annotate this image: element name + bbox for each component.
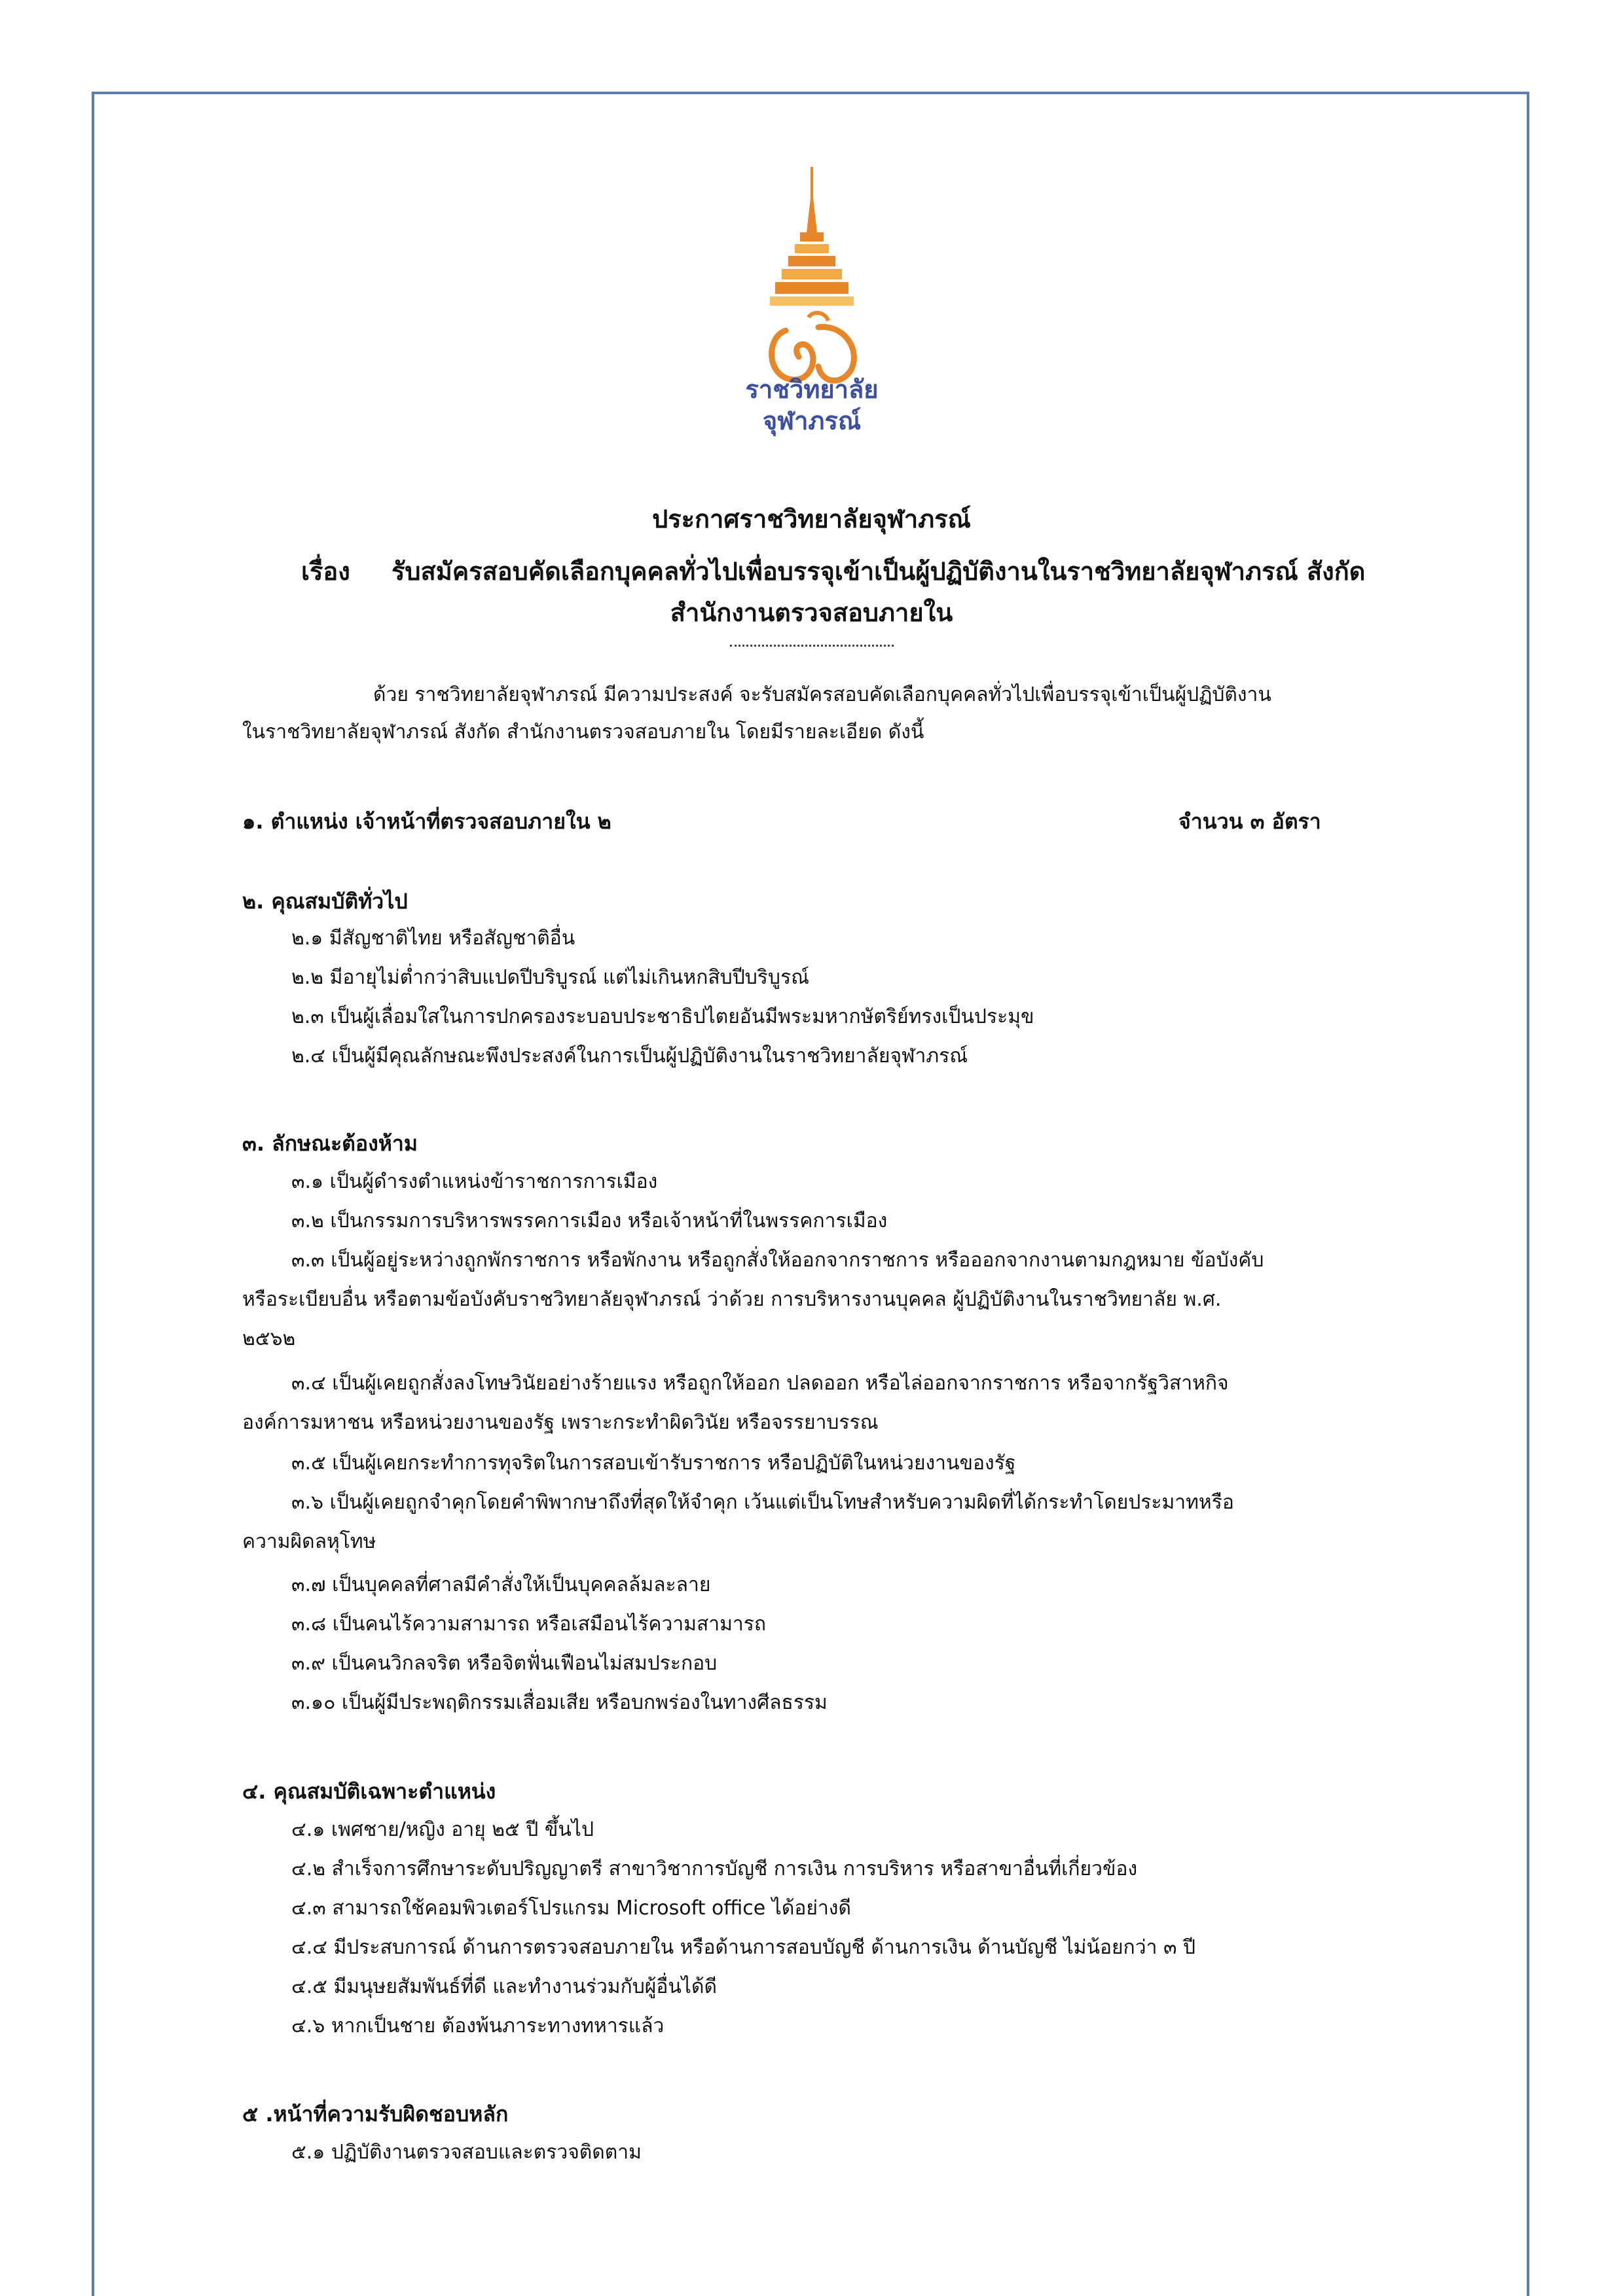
- list-item: ๒.๒ มีอายุไม่ต่ำกว่าสิบแปดปีบริบูรณ์ แต่ไม่เกินหกสิบปีบริบูรณ์: [291, 966, 809, 989]
- announcement-title: ประกาศราชวิทยาลัยจุฬาภรณ์: [652, 505, 971, 533]
- list-item: ๒.๓ เป็นผู้เลื่อมใสในการปกครองระบอบประชาธิปไตยอันมีพระมหากษัตริย์ทรงเป็นประมุข: [291, 1005, 1034, 1028]
- logo-text-line2: จุฬาภรณ์: [762, 406, 862, 435]
- list-item: ๓.๕ เป็นผู้เคยกระทำการทุจริตในการสอบเข้ารับราชการ หรือปฏิบัติในหน่วยงานของรัฐ: [291, 1452, 1016, 1475]
- list-item: ๔.๓ สามารถใช้คอมพิวเตอร์โปรแกรม Microsoft office ได้อย่างดี: [291, 1897, 851, 1920]
- section5-heading: ๕ .หน้าที่ความรับผิดชอบหลัก: [242, 2102, 509, 2126]
- section1-heading: ๑. ตำแหน่ง เจ้าหน้าที่ตรวจสอบภายใน ๒: [242, 809, 611, 834]
- subject-line1: รับสมัครสอบคัดเลือกบุคคลทั่วไปเพื่อบรรจุเข้าเป็นผู้ปฏิบัติงานในราชวิทยาลัยจุฬาภรณ์ สังกัด: [392, 557, 1366, 586]
- list-item: ๔.๒ สำเร็จการศึกษาระดับปริญญาตรี สาขาวิชาการบัญชี การเงิน การบริหาร หรือสาขาอื่นที่เกี่ยวข้อง: [291, 1857, 1138, 1880]
- list-item: ๒.๑ มีสัญชาติไทย หรือสัญชาติอื่น: [291, 927, 575, 950]
- list-item: ๓.๙ เป็นคนวิกลจริต หรือจิตฟั่นเฟือนไม่สมประกอบ: [291, 1652, 718, 1675]
- list-item-continuation: องค์การมหาชน หรือหน่วยงานของรัฐ เพราะกระทำผิดวินัย หรือจรรยาบรรณ: [242, 1411, 879, 1434]
- intro-line1: ด้วย ราชวิทยาลัยจุฬาภรณ์ มีความประสงค์ จะรับสมัครสอบคัดเลือกบุคคลทั่วไปเพื่อบรรจุเข้าเป็นผู้ปฏิบัติงาน: [373, 683, 1271, 706]
- list-item: ๔.๔ มีประสบการณ์ ด้านการตรวจสอบภายใน หรือด้านการสอบบัญชี ด้านการเงิน ด้านบัญชี ไม่น้อยกว่า ๓ ปี: [291, 1936, 1196, 1959]
- list-item: ๓.๘ เป็นคนไร้ความสามารถ หรือเสมือนไร้ความสามารถ: [291, 1613, 766, 1636]
- list-item: ๔.๖ หากเป็นชาย ต้องพ้นภาระทางทหารแล้ว: [291, 2015, 665, 2037]
- section2-heading: ๒. คุณสมบัติทั่วไป: [242, 889, 408, 914]
- subject-line2: สำนักงานตรวจสอบภายใน: [670, 598, 953, 627]
- list-item-continuation: หรือระเบียบอื่น หรือตามข้อบังคับราชวิทยาลัยจุฬาภรณ์ ว่าด้วย การบริหารงานบุคคล ผู้ปฏิบัติงานในราชวิทยาลัย พ.ศ.: [242, 1288, 1222, 1311]
- section1-count: จำนวน ๓ อัตรา: [1178, 809, 1321, 834]
- list-item: ๔.๕ มีมนุษยสัมพันธ์ที่ดี และทำงานร่วมกับผู้อื่นได้ดี: [291, 1975, 717, 1998]
- list-item: ๓.๖ เป็นผู้เคยถูกจำคุกโดยคำพิพากษาถึงที่สุดให้จำคุก เว้นแต่เป็นโทษสำหรับความผิดที่ได้กระทำโดยประมาทหรือ: [291, 1491, 1234, 1514]
- list-item: ๓.๗ เป็นบุคคลที่ศาลมีคำสั่งให้เป็นบุคคลล้มละลาย: [291, 1573, 711, 1596]
- list-item: ๓.๑๐ เป็นผู้มีประพฤติกรรมเสื่อมเสีย หรือบกพร่องในทางศีลธรรม: [291, 1691, 828, 1714]
- college-emblem-logo: [746, 160, 877, 448]
- list-item-continuation: ความผิดลหุโทษ: [242, 1530, 376, 1553]
- subject-label: เรื่อง: [301, 557, 350, 586]
- list-item: ๓.๒ เป็นกรรมการบริหารพรรคการเมือง หรือเจ้าหน้าที่ในพรรคการเมือง: [291, 1210, 888, 1232]
- section4-heading: ๔. คุณสมบัติเฉพาะตำแหน่ง: [242, 1779, 496, 1804]
- list-item-continuation: ๒๕๖๒: [242, 1327, 296, 1350]
- intro-line2: ในราชวิทยาลัยจุฬาภรณ์ สังกัด สำนักงานตรวจสอบภายใน โดยมีรายละเอียด ดังนี้: [242, 721, 924, 744]
- separator-dots: [730, 645, 894, 647]
- logo-text-line1: ราชวิทยาลัย: [745, 375, 879, 404]
- list-item: ๕.๑ ปฏิบัติงานตรวจสอบและตรวจติดตาม: [291, 2141, 642, 2164]
- list-item: ๓.๔ เป็นผู้เคยถูกสั่งลงโทษวินัยอย่างร้ายแรง หรือถูกให้ออก ปลดออก หรือไล่ออกจากราชการ หรือจากรัฐวิสาหกิจ: [291, 1372, 1229, 1395]
- list-item: ๓.๑ เป็นผู้ดำรงตำแหน่งข้าราชการการเมือง: [291, 1170, 658, 1193]
- list-item: ๓.๓ เป็นผู้อยู่ระหว่างถูกพักราชการ หรือพักงาน หรือถูกสั่งให้ออกจากราชการ หรือออกจากงานตามกฎหมาย ข้อบังคับ: [291, 1249, 1264, 1272]
- section3-heading: ๓. ลักษณะต้องห้าม: [242, 1131, 418, 1156]
- list-item: ๒.๔ เป็นผู้มีคุณลักษณะพึงประสงค์ในการเป็นผู้ปฏิบัติงานในราชวิทยาลัยจุฬาภรณ์: [291, 1045, 968, 1067]
- list-item: ๔.๑ เพศชาย/หญิง อายุ ๒๕ ปี ขึ้นไป: [291, 1818, 594, 1841]
